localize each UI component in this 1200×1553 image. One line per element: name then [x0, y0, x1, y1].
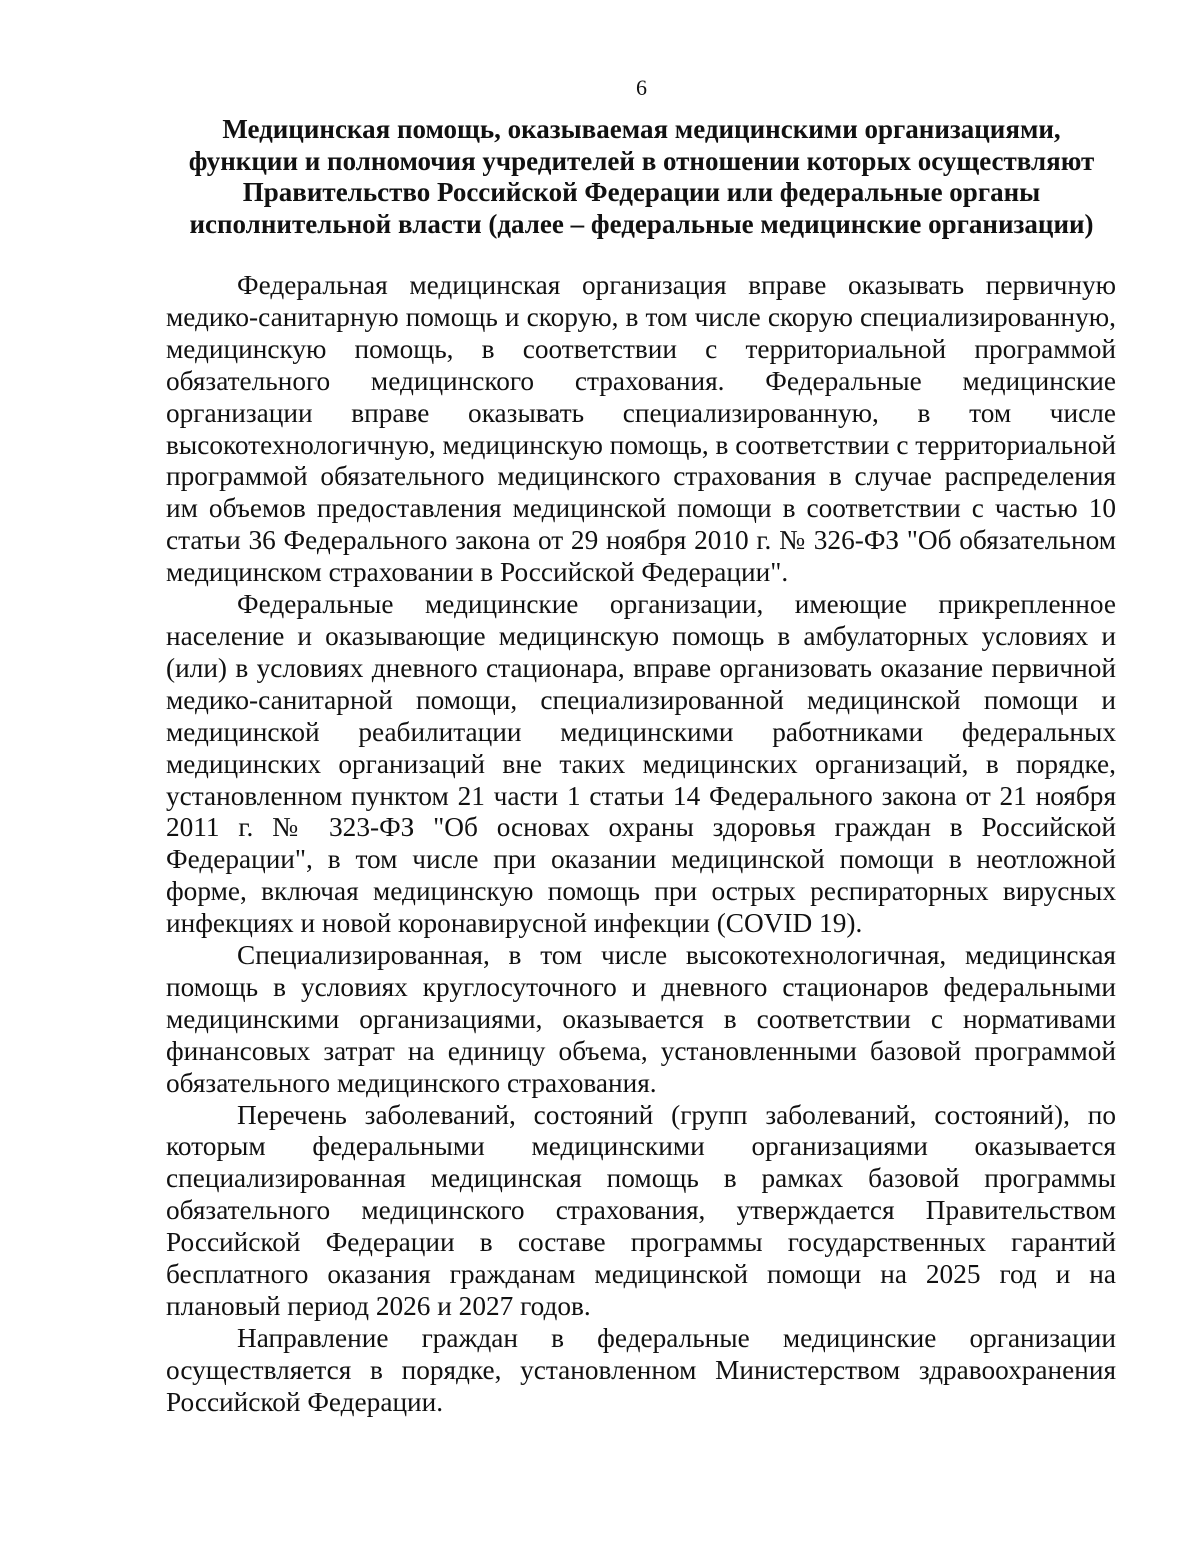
heading-line: исполнительной власти (далее – федеральные медицинские организации) [189, 208, 1094, 239]
heading-line: Правительство Российской Федерации или федеральные органы [242, 177, 1041, 207]
document-body [166, 270, 1116, 1419]
paragraph-disease-list: Перечень заболеваний, состояний (групп заболеваний, состояний), по которым федеральными медицинскими организациями оказывается специализированная медицинская помощь в рамках базовой программы обязательного медицинского страхования, утверждается Правительством Российской Федерации в составе программы государственных гарантий бесплатного оказания гражданам медицинской помощи на 2025 год и на плановый период 2026 и 2027 годов. [166, 1099, 1116, 1321]
paragraph-referral: Направление граждан в федеральные медицинские организации осуществляется в порядке, установленном Министерством здравоохранения Российской Федерации. [166, 1322, 1116, 1417]
paragraph-federal-organization-rights: Федеральная медицинская организация вправе оказывать первичную медико-санитарную помощь и скорую, в том числе скорую специализированную, медицинскую помощь, в соответствии с территориальной программой обязательного медицинского страхования. Федеральные медицинские организации вправе оказывать специализированную, в том числе высокотехнологичную, медицинскую помощь, в соответствии с территориальной программой обязательного медицинского страхования в случае распределения им объемов предоставления медицинской помощи в соответствии с частью 10 статьи 36 Федерального закона от 29 ноября 2010 г. № 326-ФЗ "Об обязательном медицинском страховании в Российской Федерации". [166, 270, 1116, 588]
section-heading [150, 114, 1133, 240]
heading-line: Медицинская помощь, оказываемая медицинскими организациями, [222, 114, 1061, 144]
paragraph-attached-population: Федеральные медицинские организации, имеющие прикрепленное население и оказывающие медицинскую помощь в амбулаторных условиях и (или) в условиях дневного стационара, вправе организовать оказание первичной медико-санитарной помощи, специализированной медицинской помощи и медицинской реабилитации медицинскими работниками федеральных медицинских организаций вне таких медицинских организаций, в порядке, установленном пунктом 21 части 1 статьи 14 Федерального закона от 21 ноября 2011 г. № 323-ФЗ "Об основах охраны здоровья граждан в Российской Федерации", в том числе при оказании медицинской помощи в неотложной форме, включая медицинскую помощь при острых респираторных вирусных инфекциях и новой коронавирусной инфекции (COVID 19). [166, 589, 1116, 939]
paragraph-specialized-care: Специализированная, в том числе высокотехнологичная, медицинская помощь в условиях круглосуточного и дневного стационаров федеральными медицинскими организациями, оказывается в соответствии с нормативами финансовых затрат на единицу объема, установленными базовой программой обязательного медицинского страхования. [166, 940, 1116, 1098]
page-number: 6 [636, 75, 647, 100]
heading-line: функции и полномочия учредителей в отношении которых осуществляют [188, 145, 1095, 176]
